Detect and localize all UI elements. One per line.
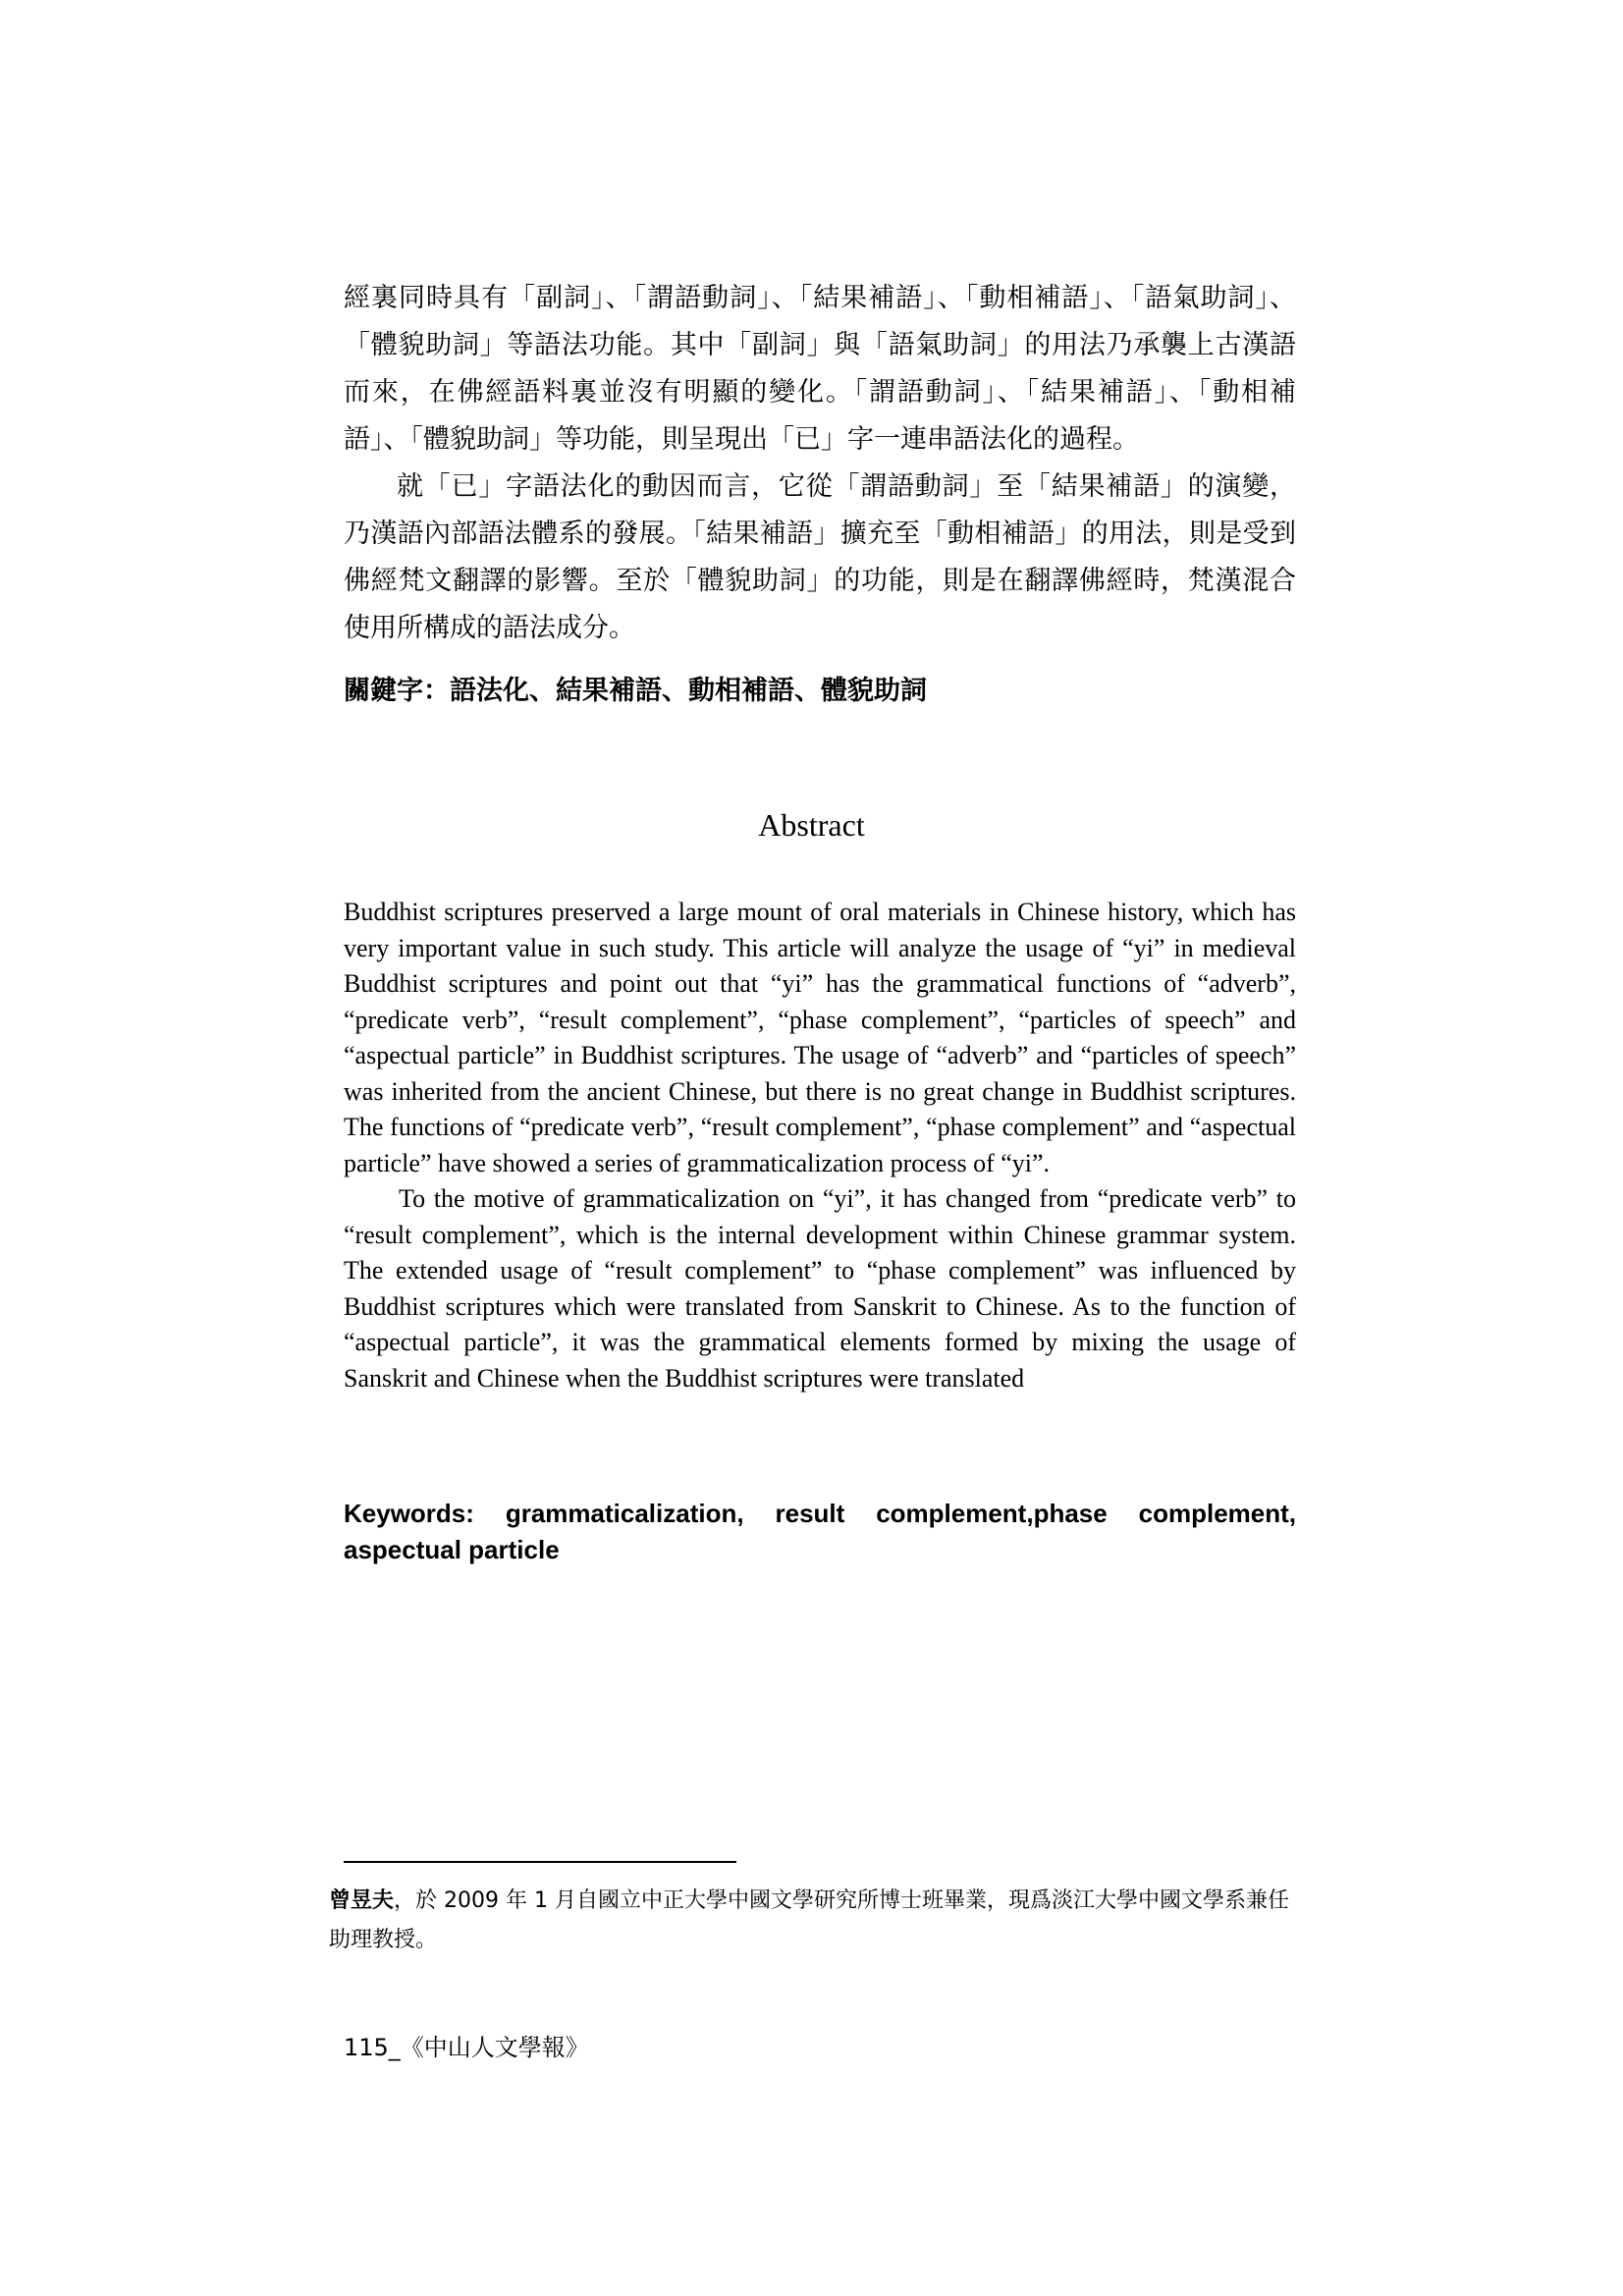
english-abstract-paragraph-2: To the motive of grammaticalization on “yi”, it has changed from “predicate verb” to “result complement”, which is the internal development within Chinese grammar system. The extended usage of “result complement” to “phase complement” was influenced by Buddhist scriptures which were translated from Sanskrit to Chinese. As to the function of “aspectual particle”, it was the grammatical elements formed by mixing the usage of Sanskrit and Chinese when the Buddhist scriptures were translated — [344, 1184, 1296, 1393]
page-footer: 115_《中山人文學報》 — [344, 2034, 589, 2061]
footnote-divider — [344, 1861, 736, 1863]
chinese-abstract-paragraph-2: 就「已」字語法化的動因而言，它從「謂語動詞」至「結果補語」的演變，乃漢語內部語法體系的發展。「結果補語」擴充至「動相補語」的用法，則是受到佛經梵文翻譯的影響。至於「體貌助詞」的功能，則是在翻譯佛經時，梵漢混合使用所構成的語法成分。 — [344, 471, 1296, 643]
chinese-abstract-paragraph-1: 經裏同時具有「副詞」、「謂語動詞」、「結果補語」、「動相補語」、「語氣助詞」、「體貌助詞」等語法功能。其中「副詞」與「語氣助詞」的用法乃承襲上古漢語而來，在佛經語料裏並沒有明顯的變化。「謂語動詞」、「結果補語」、「動相補語」、「體貌助詞」等功能，則呈現出「已」字一連串語法化的過程。 — [344, 283, 1296, 455]
author-footnote — [329, 1882, 1301, 1960]
english-keywords: Keywords: grammaticalization, result complement,phase complement, aspectual particle — [344, 1499, 1296, 1564]
chinese-keywords: 關鍵字：語法化、結果補語、動相補語、體貌助詞 — [344, 676, 927, 706]
english-abstract-body — [344, 895, 1296, 1396]
footnote-text: ，於 2009 年 1 月自國立中正大學中國文學研究所博士班畢業，現爲淡江大學中國文學系兼任助理教授。 — [329, 1888, 1289, 1952]
footnote-author-name: 曾昱夫 — [329, 1888, 395, 1913]
chinese-abstract-body — [344, 275, 1296, 652]
abstract-heading: Abstract — [758, 807, 865, 843]
english-abstract-paragraph-1: Buddhist scriptures preserved a large mount of oral materials in Chinese history, which has very important value in such study. This article will analyze the usage of “yi” in medieval Buddhist scriptures and point out that “yi” has the grammatical functions of “adverb”, “predicate verb”, “result complement”, “phase complement”, “particles of speech” and “aspectual particle” in Buddhist scriptures. The usage of “adverb” and “particles of speech” was inherited from the ancient Chinese, but there is no great change in Buddhist scriptures. The functions of “predicate verb”, “result complement”, “phase complement” and “aspectual particle” have showed a series of grammaticalization process of “yi”. — [344, 898, 1296, 1177]
